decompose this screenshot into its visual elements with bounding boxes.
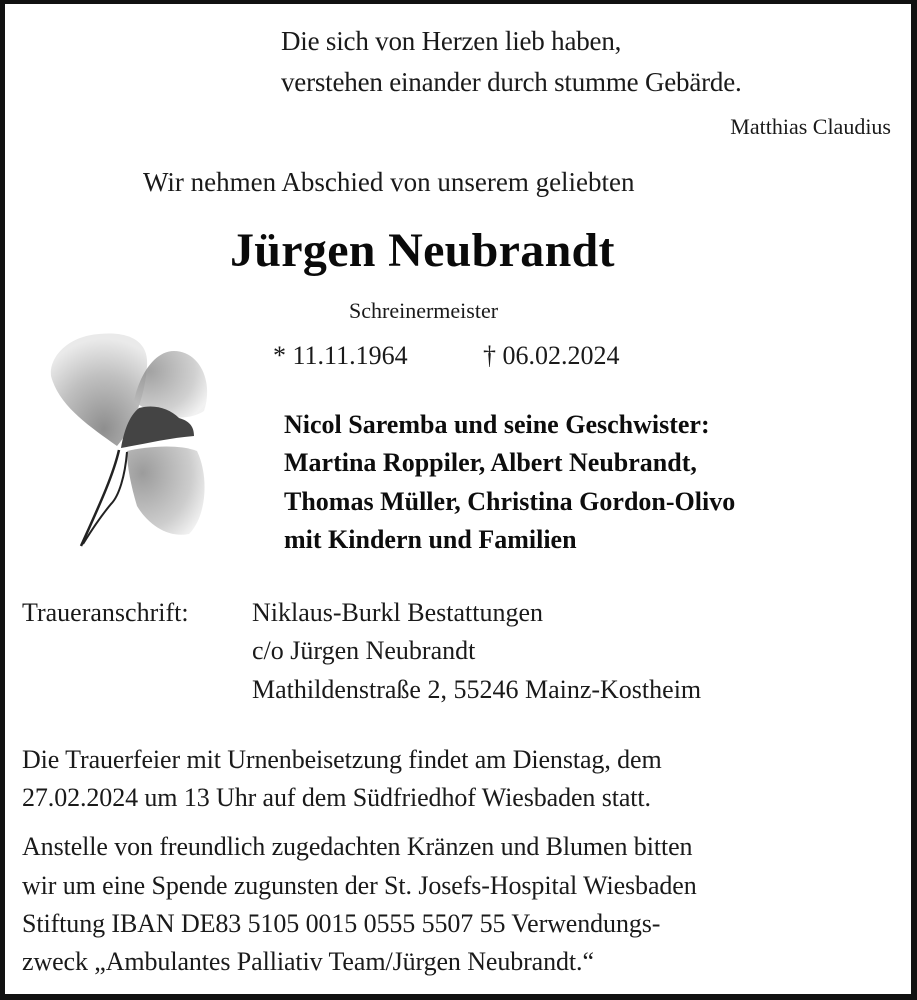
mourner-line-1: Nicol Saremba und seine Geschwister: xyxy=(284,410,710,439)
birth-date: * 11.11.1964 xyxy=(273,341,408,370)
ceremony-line-1: Die Trauerfeier mit Urnenbeisetzung findet am Dienstag, dem xyxy=(22,745,662,774)
quote-line-2: verstehen einander durch stumme Gebärde. xyxy=(281,67,742,97)
donation-line-2: wir um eine Spende zugunsten der St. Josefs-Hospital Wiesbaden xyxy=(22,871,697,900)
donation-line-3: Stiftung IBAN DE83 5105 0015 0555 5507 55 Verwendungs- xyxy=(22,909,661,938)
donation-line-4: zweck „Ambulantes Palliativ Team/Jürgen Neubrandt.“ xyxy=(22,947,594,976)
quote-line-1: Die sich von Herzen lieb haben, xyxy=(281,26,622,56)
address-line-1: Niklaus-Burkl Bestattungen xyxy=(252,598,544,627)
deceased-name: Jürgen Neubrandt xyxy=(230,224,615,277)
ceremony-line-2: 27.02.2024 um 13 Uhr auf dem Südfriedhof Wiesbaden statt. xyxy=(22,783,651,812)
deceased-profession: Schreinermeister xyxy=(349,298,499,323)
ginkgo-leaf-icon xyxy=(39,326,219,551)
intro-text: Wir nehmen Abschied von unserem geliebten xyxy=(143,167,635,197)
mourner-line-4: mit Kindern und Familien xyxy=(284,525,577,554)
address-label: Traueranschrift: xyxy=(22,598,189,627)
address-line-2: c/o Jürgen Neubrandt xyxy=(252,636,476,665)
quote-author: Matthias Claudius xyxy=(730,114,891,139)
address-line-3: Mathildenstraße 2, 55246 Mainz-Kostheim xyxy=(252,675,702,704)
death-date: † 06.02.2024 xyxy=(483,341,620,370)
donation-line-1: Anstelle von freundlich zugedachten Kränzen und Blumen bitten xyxy=(22,832,693,861)
mourner-line-3: Thomas Müller, Christina Gordon-Olivo xyxy=(284,487,736,516)
mourner-line-2: Martina Roppiler, Albert Neubrandt, xyxy=(284,448,697,477)
